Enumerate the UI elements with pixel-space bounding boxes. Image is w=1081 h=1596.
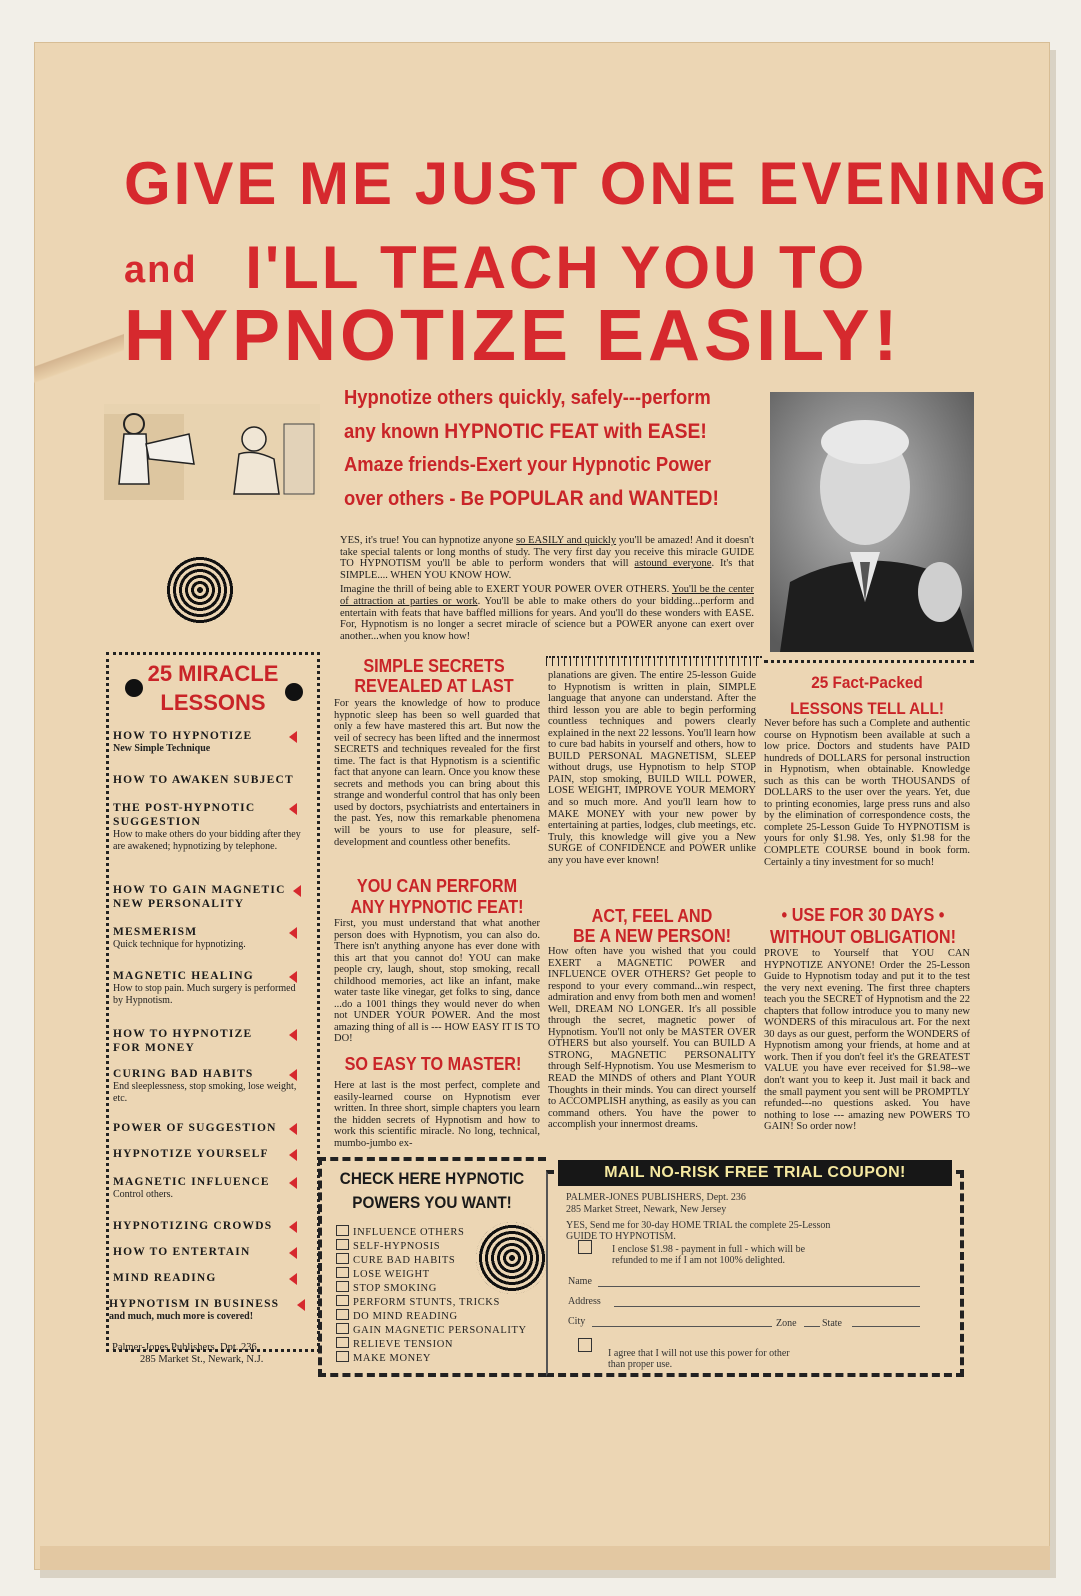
zone-input[interactable] [804, 1326, 820, 1327]
checkbox[interactable] [336, 1309, 349, 1320]
col3-heading-2: • USE FOR 30 DAYS • WITHOUT OBLIGATION! [770, 905, 956, 947]
col2-text-1: planations are given. The entire 25-lesson Guide to Hypnotism is written in plain, SIMPLE language that anyone can understand. After the third lesson you are able to begin performing countless techniques and powers clearly explained in the next 22 lessons. You'll learn how to cure bad habits in yourself and others, how to BUILD PERSONAL MAGNETISM, SLEEP without drugs, use Hypnotism to help STOP PAIN, stop smoking, BUILD WILL POWER, LOSE WEIGHT, IMPROVE YOUR MEMORY and so much more. And you'll learn how to MAKE MONEY with your new power by entertaining at parties, lodges, club meetings, etc. Truly, this knowledge will give you a New SURGE of CONFIDENCE and POWER unlike any you have ever known! [548, 670, 756, 866]
checklist-option[interactable]: DO MIND READING [336, 1309, 458, 1323]
checkbox[interactable] [336, 1295, 349, 1306]
arrow-icon [289, 803, 297, 815]
headline-line-1: GIVE ME JUST ONE EVENING [124, 150, 1050, 217]
spiral-icon [476, 1222, 548, 1294]
lesson-item: HYPNOTISM IN BUSINESS and much, much more is covered! [109, 1297, 319, 1323]
intro-text [340, 535, 754, 645]
col1-text-1: For years the knowledge of how to produce hypnotic sleep has been so well guarded that only a few have mastered this art. But now the veil of secrecy has been lifted and the innermost SECRETS and techniques revealed for the first time. The fact is that Hypnotism is a scientific fact that anyone can learn. Once you know these secrets and methods you can bring about this strange and wonderful control that has only been used by doctors, psychiatrists and entertainers in the past. Yes, now this remarkable phenomena will be yours to use for pleasure, self-development and countless other benefits. [334, 698, 540, 848]
lesson-item: POWER OF SUGGESTION [113, 1121, 307, 1135]
lesson-item: MESMERISM Quick technique for hypnotizing. [113, 925, 307, 951]
lesson-item: HOW TO HYPNOTIZE New Simple Technique [113, 729, 307, 755]
coupon-address-1: PALMER-JONES PUBLISHERS, Dept. 236 [566, 1192, 746, 1203]
subhead-line-4a: over others - Be [344, 488, 490, 510]
spiral-icon [166, 556, 234, 624]
agree-checkbox[interactable] [578, 1338, 592, 1352]
col1-heading-3: SO EASY TO MASTER! [344, 1054, 522, 1074]
bullet-dot-icon [285, 683, 303, 701]
headline-line-3: HYPNOTIZE EASILY! [124, 296, 902, 376]
arrow-icon [289, 1177, 297, 1189]
arrow-icon [289, 1123, 297, 1135]
checklist-option[interactable]: LOSE WEIGHT [336, 1267, 430, 1281]
lesson-item: HOW TO HYPNOTIZE FOR MONEY [113, 1027, 307, 1055]
checklist-title: CHECK HERE HYPNOTIC POWERS YOU WANT! [339, 1169, 525, 1212]
coupon-address-2: 285 Market Street, Newark, New Jersey [566, 1204, 727, 1215]
lesson-item: HOW TO GAIN MAGNETIC NEW PERSONALITY [113, 883, 307, 911]
lesson-item: MAGNETIC INFLUENCE Control others. [113, 1175, 307, 1201]
arrow-icon [289, 1221, 297, 1233]
coupon-yes-2: GUIDE TO HYPNOTISM. [566, 1231, 676, 1242]
headline-line-2-text: I'LL TEACH YOU TO [245, 234, 868, 301]
arrow-icon [289, 1029, 297, 1041]
checkbox[interactable] [336, 1351, 349, 1362]
checkbox[interactable] [336, 1267, 349, 1278]
zone-label: Zone [776, 1318, 797, 1329]
checklist-option[interactable]: PERFORM STUNTS, TRICKS [336, 1295, 500, 1309]
lesson-item: HYPNOTIZE YOURSELF [113, 1147, 307, 1161]
checklist-option[interactable]: MAKE MONEY [336, 1351, 431, 1365]
lesson-item: THE POST-HYPNOTIC SUGGESTION How to make others do your bidding after they are awakened; hypnotizing by telephone. [113, 802, 301, 852]
checklist-option[interactable]: RELIEVE TENSION [336, 1337, 453, 1351]
man-portrait-icon [770, 392, 974, 652]
col3-text-1: Never before has such a Complete and authentic course on Hypnotism been available at such a low price. Doctors and students have PAID hundreds of DOLLARS for personal instruction in Hypnotism, when obtainable. Knowledge such as this can be worth THOUSANDS of DOLLARS to the user over the years. Yet, due to printing economies, large press runs and also by the elimination of correspondence costs, the complete 25-Lesson Guide To HYPNOTISM is yours for only $1.98. Yes, only $1.98 for the COMPLETE COURSE bound in book form. Certainly a tiny investment for so much! [764, 718, 970, 868]
col3-text-2: PROVE to Yourself that YOU CAN HYPNOTIZE ANYONE! Order the 25-Lesson Guide to Hypnotism today and put it to the test the very next evening. The first three chapters teach you the SECRET of Hypnotism and the 22 chapters that follow introduce you to many new WONDERS of this miraculous art. For the next 30 days as our guest, perform the WONDERS of Hypnotism among your friends, at home and at work. Then if you don't feel it's the GREATEST VALUE you have ever received for $1.98--we don't want you to keep it. Just mail it back and the small payment you sent will be PROMPTLY refunded---no questions asked. You have nothing to lose --- amazing new POWERS TO GAIN! So order now! [764, 948, 970, 1133]
subheadline [344, 382, 776, 516]
subhead-line-4 [344, 482, 776, 516]
headline-and: and [124, 249, 198, 291]
dotted-rule [764, 660, 974, 663]
checkbox[interactable] [336, 1323, 349, 1334]
lesson-item: HOW TO ENTERTAIN [113, 1245, 307, 1259]
checkbox[interactable] [336, 1281, 349, 1292]
coupon-yes-1: YES, Send me for 30-day HOME TRIAL the complete 25-Lesson [566, 1220, 831, 1231]
state-input[interactable] [852, 1326, 920, 1327]
lesson-item: CURING BAD HABITS End sleeplessness, stop smoking, lose weight, etc. [113, 1068, 297, 1104]
coupon-banner: MAIL NO-RISK FREE TRIAL COUPON! [558, 1160, 952, 1186]
torn-corner [34, 320, 124, 390]
arrow-icon [289, 731, 297, 743]
col1-heading-2: YOU CAN PERFORM ANY HYPNOTIC FEAT! [350, 876, 524, 917]
name-label: Name [568, 1276, 592, 1287]
checklist-option[interactable]: CURE BAD HABITS [336, 1253, 455, 1267]
checkbox[interactable] [336, 1239, 349, 1250]
subhead-line-2 [344, 415, 776, 449]
arrow-icon [289, 1273, 297, 1285]
lessons-publisher: Palmer-Jones Publishers, Dpt. 236 285 Market St., Newark, N.J. [112, 1342, 264, 1365]
city-input[interactable] [592, 1326, 772, 1327]
page-bottom-edge [40, 1546, 1050, 1570]
city-label: City [568, 1316, 586, 1327]
col2-heading-1: ACT, FEEL AND BE A NEW PERSON! [572, 906, 732, 946]
checkbox[interactable] [336, 1253, 349, 1264]
subhead-line-4b: POPULAR and WANTED! [489, 487, 719, 510]
arrow-icon [289, 971, 297, 983]
coupon-enclose-2: refunded to me if I am not 100% delighted. [612, 1255, 786, 1266]
col3-heading-1: 25 Fact-Packed LESSONS TELL ALL! [790, 673, 944, 718]
checkbox[interactable] [336, 1225, 349, 1236]
lesson-item: HOW TO AWAKEN SUBJECT [113, 774, 294, 786]
headline-line-2 [124, 234, 868, 301]
col1-heading-1: SIMPLE SECRETS REVEALED AT LAST [354, 656, 514, 696]
col1-text-3: Here at last is the most perfect, complete and easily-learned course on Hypnotism ever written. In three short, simple chapters you learn the hidden secrets of Hypnotism and how to work this scientific miracle. No long, technical, mumbo-jumbo ex- [334, 1080, 540, 1149]
lessons-title-2: LESSONS [160, 690, 266, 715]
col1-text-2: First, you must understand that what another person does with Hypnotism, you can also do. There isn't anything anyone has ever done with this art that you cannot do! YOU can make people cry, laugh, shout, stop smoking, recall childhood memories, act like an infant, make water taste like vinegar, get folks to sing, dance ...do a 1001 things they would never do when not UNDER YOUR POWER. And the most amazing thing of all is --- HOW EASY IT IS TO DO! [334, 918, 540, 1045]
checklist-option[interactable]: SELF-HYPNOSIS [336, 1239, 440, 1253]
arrow-icon [289, 1149, 297, 1161]
arrow-icon [297, 1299, 305, 1311]
lessons-title-1: 25 MIRACLE [147, 661, 279, 686]
bullet-dot-icon [125, 679, 143, 697]
arrow-icon [289, 927, 297, 939]
address-input[interactable] [614, 1306, 920, 1307]
coupon-enclose-1: I enclose $1.98 - payment in full - which will be [612, 1244, 806, 1255]
state-label: State [822, 1318, 842, 1329]
decorative-divider [546, 656, 762, 666]
checklist-option[interactable]: INFLUENCE OTHERS [336, 1225, 464, 1239]
hypnotist-illustration [104, 404, 320, 500]
coupon-agree-2: than proper use. [608, 1359, 673, 1370]
subhead-line-2b: HYPNOTIC FEAT with EASE! [444, 420, 707, 443]
arrow-icon [289, 1247, 297, 1259]
subhead-line-3: Amaze friends-Exert your Hypnotic Power [344, 454, 712, 476]
hypnotist-drawing-icon [104, 404, 320, 500]
subhead-line-1: Hypnotize others quickly, safely---perform [344, 387, 711, 409]
lesson-item: MIND READING [113, 1271, 307, 1285]
address-label: Address [568, 1296, 601, 1307]
arrow-icon [289, 1069, 297, 1081]
checklist-option[interactable]: STOP SMOKING [336, 1281, 437, 1295]
miracle-lessons-box [106, 652, 320, 1352]
name-input[interactable] [598, 1286, 920, 1287]
checklist-option[interactable]: GAIN MAGNETIC PERSONALITY [336, 1323, 527, 1337]
lesson-item: MAGNETIC HEALING How to stop pain. Much surgery is performed by Hypnotism. [113, 970, 296, 1006]
col2-text-2: How often have you wished that you could EXERT a MAGNETIC POWER and INFLUENCE OVER OTHERS? Get people to respond to your every command...win respect, admiration and envy from both men and women! Well, DREAM NO LONGER. It's all possible through the secret, magnetic power of Hypnotism. You'll not only be MASTER OVER OTHERS but also yourself. You can BUILD A STRONG, MAGNETIC PERSONALITY through Self-Hypnotism. You use Mesmerism to READ the MINDS of others and Plant YOUR Thoughts in their minds. You can direct yourself to ACCOMPLISH anything, as easily as you can command others. You have the power to accomplish your innermost dreams. [548, 946, 756, 1131]
enclose-checkbox[interactable] [578, 1240, 592, 1254]
checkbox[interactable] [336, 1337, 349, 1348]
author-photo [770, 392, 974, 652]
coupon-agree-1: I agree that I will not use this power for other [608, 1348, 790, 1359]
lesson-item: HYPNOTIZING CROWDS [113, 1219, 307, 1233]
intro-paragraph-1: YES, it's true! You can hypnotize anyone so EASILY and quickly you'll be amazed! And it doesn't take special talents or long months of study. The very first day you receive this miracle GUIDE TO HYPNOTISM you'll be able to perform wonders that will astound everyone. It's that SIMPLE.... WHEN YOU KNOW HOW. [340, 535, 754, 581]
arrow-icon [293, 885, 301, 897]
subhead-line-2a: any known [344, 421, 445, 443]
intro-paragraph-2: Imagine the thrill of being able to EXERT YOUR POWER OVER OTHERS. You'll be the center of attraction at parties or work. You'll be able to make others do your bidding...perform and entertain with feats that have baffled millions for years. And you'll do these wonders with EASE. For, Hypnotism is no longer a secret miracle of science but a POWER anyone can exert over another...when you know how! [340, 584, 754, 642]
